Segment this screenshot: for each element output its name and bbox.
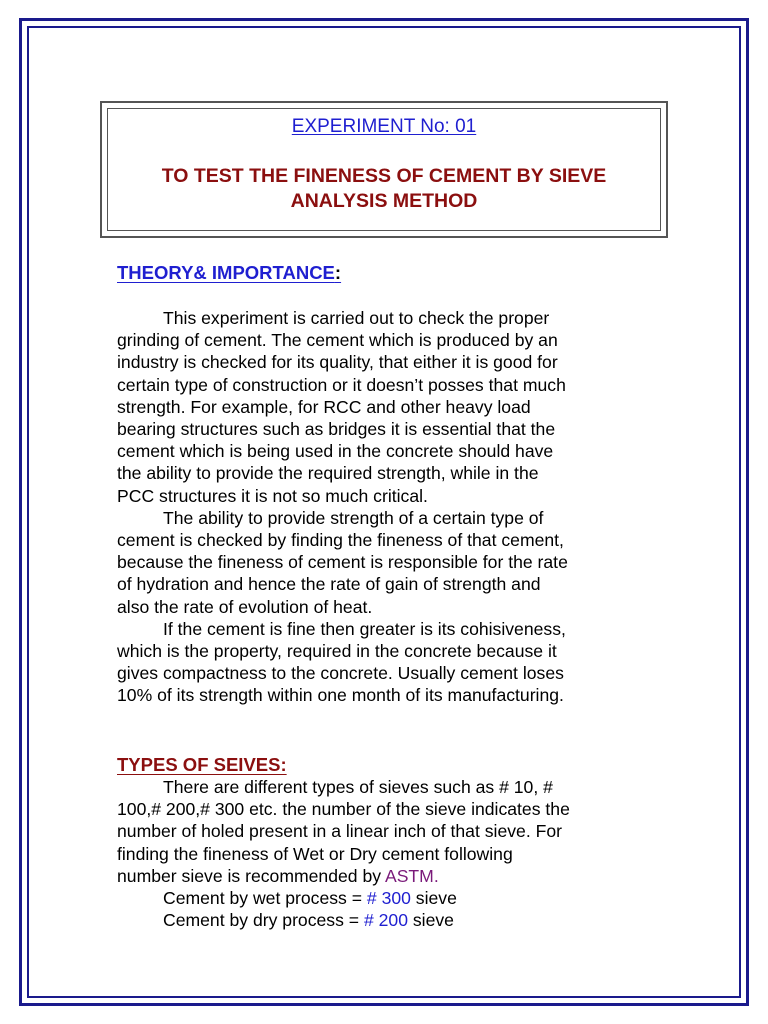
types-line: number of holed present in a linear inch of that sieve. For xyxy=(117,821,562,842)
theory-line: bearing structures such as bridges it is essential that the xyxy=(117,419,556,440)
theory-line: This experiment is carried out to check the proper xyxy=(163,308,550,328)
experiment-title-line-2: ANALYSIS METHOD xyxy=(290,190,478,212)
types-line: There are different types of sieves such as # 10, # xyxy=(163,777,553,797)
wet-process-label: Cement by wet process = xyxy=(163,888,367,909)
theory-line: the ability to provide the required strength, while in the xyxy=(117,463,539,484)
wet-sieve-number: # 300 xyxy=(366,888,411,909)
dry-process-label: Cement by dry process = xyxy=(163,910,364,931)
theory-heading-colon: : xyxy=(334,262,342,283)
theory-line: strength. For example, for RCC and other heavy load xyxy=(117,396,531,417)
dry-sieve-suffix: sieve xyxy=(407,910,454,931)
theory-line: 10% of its strength within one month of its manufacturing. xyxy=(117,685,564,706)
theory-line: grinding of cement. The cement which is produced by an xyxy=(117,330,558,351)
theory-line: cement which is being used in the concrete should have xyxy=(117,441,554,462)
theory-line: also the rate of evolution of heat. xyxy=(117,596,373,617)
wet-process-line xyxy=(117,887,657,909)
theory-line: certain type of construction or it doesn’t posses that much xyxy=(117,374,566,395)
recommend-text: number sieve is recommended by xyxy=(117,865,385,886)
types-line-astm xyxy=(117,865,657,887)
astm-reference: ASTM. xyxy=(384,865,439,886)
types-body xyxy=(117,776,657,931)
types-line: 100,# 200,# 300 etc. the number of the sieve indicates the xyxy=(117,799,570,820)
experiment-number: EXPERIMENT No: 01 xyxy=(291,116,477,137)
theory-heading-text: THEORY& IMPORTANCE xyxy=(117,262,335,283)
theory-line: cement is checked by finding the fineness of that cement, xyxy=(117,530,564,551)
theory-line: industry is checked for its quality, that either it is good for xyxy=(117,352,558,373)
types-line: finding the fineness of Wet or Dry cement following xyxy=(117,843,513,864)
wet-sieve-suffix: sieve xyxy=(410,888,457,909)
dry-sieve-number: # 200 xyxy=(363,910,408,931)
title-box xyxy=(107,108,661,231)
dry-process-line xyxy=(117,909,657,931)
theory-heading xyxy=(117,262,341,284)
experiment-title xyxy=(108,164,660,214)
theory-line: If the cement is fine then greater is its cohisiveness, xyxy=(163,618,566,639)
theory-line: The ability to provide strength of a certain type of xyxy=(163,507,544,528)
theory-line: because the fineness of cement is responsible for the rate xyxy=(117,552,568,573)
theory-line: gives compactness to the concrete. Usually cement loses xyxy=(117,663,564,684)
theory-body xyxy=(117,307,657,707)
theory-line: of hydration and hence the rate of gain of strength and xyxy=(117,574,541,595)
experiment-title-line-1: TO TEST THE FINENESS OF CEMENT BY SIEVE xyxy=(161,165,607,187)
theory-line: PCC structures it is not so much critical. xyxy=(117,485,428,506)
types-heading: TYPES OF SEIVES: xyxy=(117,754,287,775)
theory-line: which is the property, required in the concrete because it xyxy=(117,641,557,662)
